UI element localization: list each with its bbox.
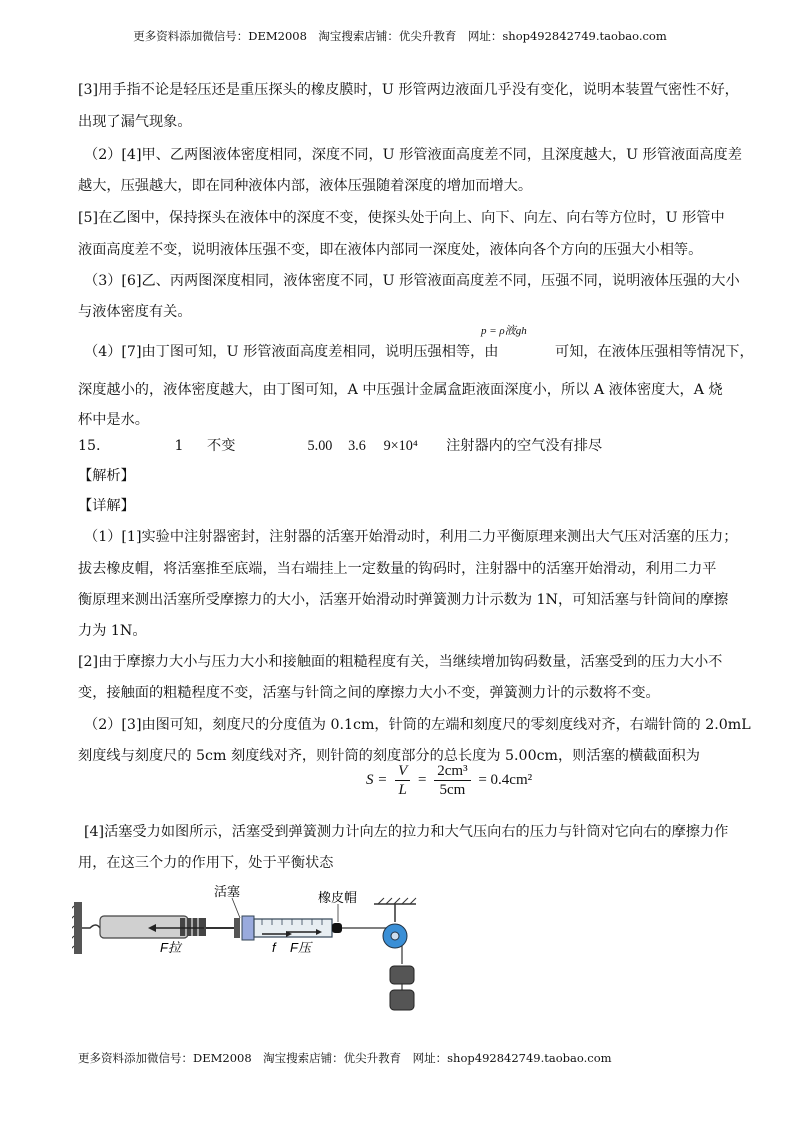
- syringe-flange: [242, 916, 254, 940]
- formula-equals: =: [418, 771, 427, 788]
- wall-hatch: [72, 906, 74, 952]
- text-line: 力为 1N。: [78, 623, 147, 639]
- wall-hook: [82, 925, 100, 928]
- ceiling-hatch: [378, 898, 416, 904]
- text-line: 深度越小的，液体密度越大，由丁图可知，A 中压强计金属盒距液面深度小，所以 A 液体密度大，A 烧: [78, 382, 723, 398]
- text-line: 越大，压强越大，即在同种液体内部，液体压强随着深度的增加而增大。: [78, 178, 533, 194]
- text-line: [4]活塞受力如图所示，活塞受到弹簧测力计向左的拉力和大气压向右的压力与针筒对它向右的摩擦力作: [84, 824, 729, 840]
- text-line: （4）[7]由丁图可知，U 形管液面高度差相同，说明压强相等，由: [84, 344, 499, 360]
- q15-answer-1: 1: [174, 438, 184, 454]
- text-line: 用，在这三个力的作用下，处于平衡状态: [78, 855, 334, 871]
- area-formula: [366, 762, 532, 799]
- text-line: 变，接触面的粗糙程度不变，活塞与针筒之间的摩擦力大小不变，弹簧测力计的示数将不变。: [78, 685, 660, 701]
- text-line: （3）[6]乙、丙两图深度相同，液体密度不同，U 形管液面高度差不同，压强不同，说明液体压强的大小: [84, 273, 740, 289]
- text-line: （2）[4]甲、乙两图液体密度相同，深度不同，U 形管液面高度差不同，且深度越大，U 形管液面高度差: [84, 147, 742, 163]
- section-heading: 【解析】: [78, 468, 135, 484]
- text-line: （2）[3]由图可知，刻度尺的分度值为 0.1cm，针筒的左端和刻度尺的零刻度线对齐，右端针筒的 2.0mL: [84, 717, 751, 733]
- formula-num-1: V: [395, 762, 410, 781]
- text-line: 刻度线与刻度尺的 5cm 刻度线对齐，则针筒的刻度部分的总长度为 5.00cm，则活塞的横截面积为: [78, 748, 700, 764]
- formula-den-1: L: [398, 782, 407, 798]
- label-f: f: [272, 940, 276, 955]
- section-heading: 【详解】: [78, 498, 135, 514]
- inline-formula: p = ρ液gh: [481, 325, 527, 337]
- q15-answer-3: 5.00: [307, 438, 333, 454]
- text-line: 液面高度差不变，说明液体压强不变，即在液体内部同一深度处，液体向各个方向的压强大小相等。: [78, 242, 703, 258]
- formula-den-2: 5cm: [439, 782, 466, 798]
- leader-piston: [232, 898, 240, 918]
- weight-upper: [390, 966, 414, 984]
- label-rubber-cap: 橡皮帽: [318, 890, 358, 905]
- page-header: 更多资料添加微信号：DEM2008 淘宝搜索店铺：优尖升教育 网址：shop492842749.taobao.com: [133, 29, 667, 43]
- q15-answer-6: 注射器内的空气没有排尽: [446, 438, 603, 454]
- page-footer: 更多资料添加微信号：DEM2008 淘宝搜索店铺：优尖升教育 网址：shop492842749.taobao.com: [78, 1051, 612, 1065]
- q15-answer-2: 不变: [207, 438, 236, 454]
- formula-lhs: S =: [366, 771, 388, 788]
- rubber-cap: [332, 923, 342, 933]
- label-f-press: F压: [290, 940, 311, 955]
- q15-answer-5: 9×10⁴: [383, 438, 418, 454]
- label-f-pull: F拉: [160, 940, 181, 955]
- text-line: [2]由于摩擦力大小与压力大小和接触面的粗糙程度有关，当继续增加钩码数量，活塞受到的压力大小不: [78, 654, 723, 670]
- q15-answer-4: 3.6: [348, 438, 366, 454]
- text-line: （1）[1]实验中注射器密封，注射器的活塞开始滑动时，利用二力平衡原理来测出大气压对活塞的压力；: [84, 529, 738, 545]
- piston-force-diagram: [72, 882, 432, 1022]
- formula-num-2: 2cm³: [434, 762, 470, 781]
- text-line: 杯中是水。: [78, 412, 149, 428]
- text-line: 与液体密度有关。: [78, 304, 192, 320]
- label-piston: 活塞: [214, 884, 241, 899]
- spring-scale: [100, 916, 188, 938]
- weight-lower: [390, 990, 414, 1010]
- formula-rhs: = 0.4cm²: [478, 771, 533, 788]
- text-line: 出现了漏气现象。: [78, 114, 192, 130]
- text-line: [5]在乙图中，保持探头在液体中的深度不变，使探头处于向上、向下、向左、向右等方位时，U 形管中: [78, 210, 725, 226]
- piston-plate: [234, 918, 240, 938]
- pulley-axle: [391, 932, 399, 940]
- text-line: [3]用手指不论是轻压还是重压探头的橡皮膜时，U 形管两边液面几乎没有变化，说明本装置气密性不好，: [78, 82, 739, 98]
- text-line: 拔去橡皮帽，将活塞推至底端，当右端挂上一定数量的钩码时，注射器中的活塞开始滑动，利用二力平: [78, 561, 717, 577]
- q15-number: 15.: [78, 438, 101, 454]
- text-line: 衡原理来测出活塞所受摩擦力的大小，活塞开始滑动时弹簧测力计示数为 1N，可知活塞与针筒间的摩擦: [78, 592, 729, 608]
- spring-scale-grip: [180, 918, 206, 936]
- wall: [74, 902, 82, 954]
- text-line: 可知，在液体压强相等情况下，: [555, 344, 754, 360]
- q15-answer-row: [78, 436, 602, 456]
